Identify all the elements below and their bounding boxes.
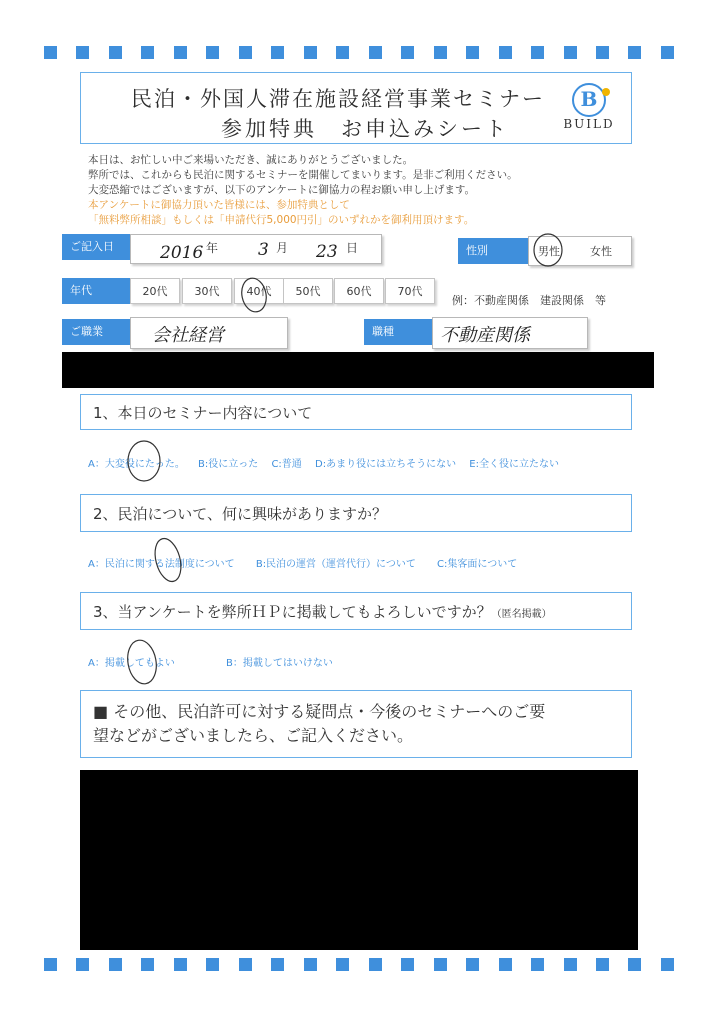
border-square (499, 958, 512, 971)
gender-label: 性別 (458, 238, 528, 264)
border-square (239, 46, 252, 59)
question-1-box (80, 394, 632, 430)
border-square (109, 958, 122, 971)
month-value: 3 (258, 240, 269, 260)
industry-label: 職種 (364, 319, 432, 345)
title-line-2: 参加特典 お申込みシート (221, 117, 509, 141)
logo-b-icon: B (572, 83, 606, 117)
border-square (174, 958, 187, 971)
border-square (141, 46, 154, 59)
age-label: 年代 (62, 278, 130, 304)
border-square (76, 46, 89, 59)
border-square (564, 46, 577, 59)
title-line-1: 民泊・外国人滞在施設経営事業セミナー (131, 87, 545, 111)
question-4-line-2: 望などがございましたら、ご記入ください。 (93, 726, 414, 745)
border-square (336, 958, 349, 971)
q1-answer-d[interactable]: D:あまり役には立ちそうにない (315, 459, 457, 470)
border-square (466, 958, 479, 971)
occupation-value: 会社経営 (152, 325, 224, 346)
q2-answer-c[interactable]: C:集客面について (437, 559, 518, 570)
border-square (434, 958, 447, 971)
intro-text (88, 153, 518, 228)
redacted-block-top (62, 352, 654, 388)
q3-answer-b[interactable]: B：掲載してはいけない (226, 658, 333, 669)
age-option-70s[interactable]: 70代 (385, 278, 435, 304)
border-square (271, 958, 284, 971)
question-2-text: 2、民泊について、何に興味がありますか？ (93, 505, 387, 523)
question-2-answers (88, 555, 527, 570)
intro-line-1: 本日は、お忙しい中ご来場いただき、誠にありがとうございました。 (88, 154, 414, 166)
border-square (141, 958, 154, 971)
q3-answer-a[interactable]: A：掲載してもよい (88, 658, 175, 669)
border-square (564, 958, 577, 971)
border-square (401, 958, 414, 971)
age-option-50s[interactable]: 50代 (283, 278, 333, 304)
question-3-text: 3、当アンケートを弊所ＨＰに掲載してもよろしいですか？ (93, 603, 492, 621)
border-square (76, 958, 89, 971)
intro-line-5: 「無料弊所相談」もしくは「申請代行5,000円引」のいずれかを御利用頂けます。 (88, 214, 475, 226)
q1-answer-b[interactable]: B:役に立った (198, 459, 259, 470)
question-2-box (80, 494, 632, 532)
border-square (369, 958, 382, 971)
q2-answer-b[interactable]: B:民泊の運営（運営代行）について (255, 559, 416, 570)
month-unit: 月 (276, 241, 289, 255)
border-square (628, 958, 641, 971)
age-option-30s[interactable]: 30代 (182, 278, 232, 304)
top-border-squares (44, 46, 674, 60)
border-square (239, 958, 252, 971)
border-square (109, 46, 122, 59)
q1-answer-c[interactable]: C:普通 (271, 459, 302, 470)
year-value: 2016 (160, 243, 204, 263)
question-1-text: 1、本日のセミナー内容について (93, 404, 313, 422)
q1-answer-a[interactable]: A：大変役にたった。 (88, 459, 185, 470)
border-square (401, 46, 414, 59)
age-option-20s[interactable]: 20代 (130, 278, 180, 304)
q2-answer-a[interactable]: A：民泊に関する法制度について (88, 559, 235, 570)
question-3-note: （匿名掲載） (491, 609, 552, 620)
bottom-border-squares (44, 958, 674, 972)
border-square (271, 46, 284, 59)
age-option-60s[interactable]: 60代 (334, 278, 384, 304)
industry-value: 不動産関係 (440, 325, 530, 346)
border-square (596, 958, 609, 971)
border-square (531, 46, 544, 59)
border-square (44, 958, 57, 971)
gender-female-option[interactable]: 女性 (590, 245, 612, 258)
question-4-line-1: ■ その他、民泊許可に対する疑問点・今後のセミナーへのご要 (93, 702, 546, 721)
border-square (369, 46, 382, 59)
day-unit: 日 (346, 241, 359, 255)
question-4-box (80, 690, 632, 758)
day-value: 23 (316, 242, 338, 262)
question-3-box (80, 592, 632, 630)
age-option-40s[interactable]: 40代 (234, 278, 284, 304)
border-square (661, 958, 674, 971)
year-unit: 年 (206, 241, 219, 255)
intro-line-2: 弊所では、これからも民泊に関するセミナーを開催してまいります。是非ご利用ください。 (88, 169, 518, 181)
border-square (174, 46, 187, 59)
border-square (661, 46, 674, 59)
question-3-answers (88, 654, 343, 669)
border-square (596, 46, 609, 59)
build-logo (559, 83, 619, 131)
redacted-block-comments (80, 770, 638, 950)
border-square (206, 958, 219, 971)
border-square (304, 46, 317, 59)
border-square (628, 46, 641, 59)
intro-line-3: 大変恐縮ではございますが、以下のアンケートに御協力の程お願い申し上げます。 (88, 184, 476, 196)
border-square (44, 46, 57, 59)
border-square (499, 46, 512, 59)
border-square (336, 46, 349, 59)
industry-example: 例：不動産関係 建設関係 等 (452, 294, 606, 307)
gender-male-option[interactable]: 男性 (538, 245, 560, 258)
border-square (304, 958, 317, 971)
border-square (434, 46, 447, 59)
border-square (531, 958, 544, 971)
logo-text: BUILD (563, 117, 615, 131)
title-box (80, 72, 632, 144)
date-label: ご記入日 (62, 234, 130, 260)
q1-answer-e[interactable]: E:全く役に立たない (469, 459, 559, 470)
question-1-answers (88, 455, 569, 470)
intro-line-4: 本アンケートに御協力頂いた皆様には、参加特典として (88, 199, 350, 211)
border-square (206, 46, 219, 59)
occupation-label: ご職業 (62, 319, 130, 345)
border-square (466, 46, 479, 59)
